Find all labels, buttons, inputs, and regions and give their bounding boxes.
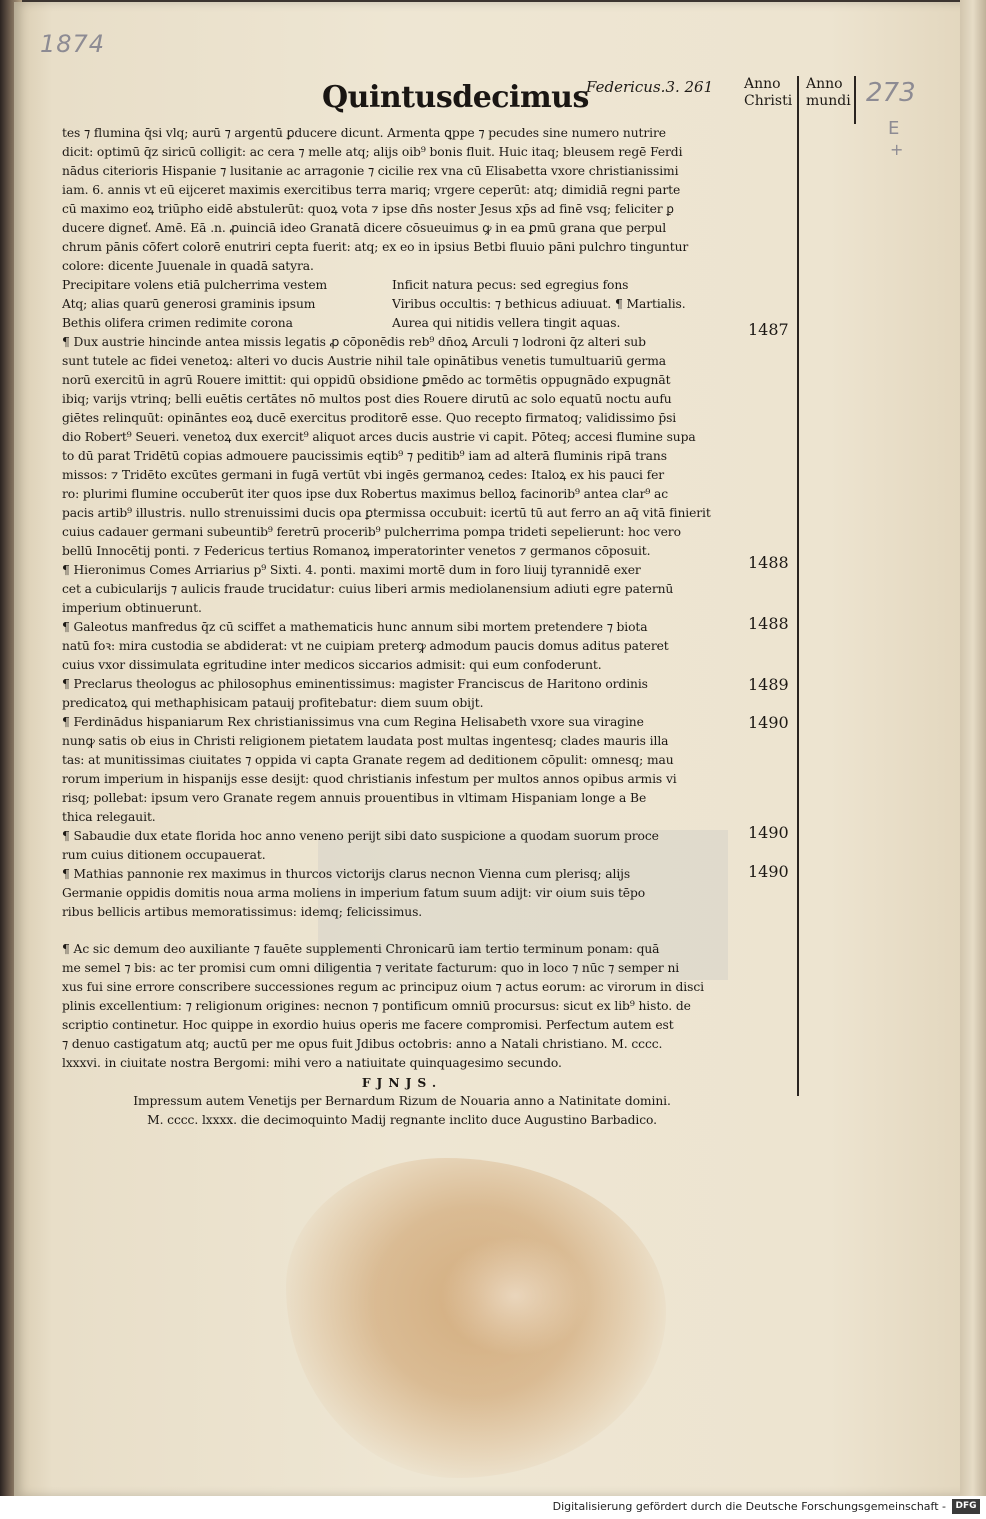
verse-line-left: Atq; alias quarū generosi graminis ipsum — [62, 297, 316, 311]
text-line: imperium obtinuerunt. — [62, 601, 202, 615]
verse-row — [62, 276, 742, 295]
text-line: ¶ Hieronimus Comes Arriarius p⁹ Sixti. 4. ponti. maximi mortē dum in foro liuij tyrannidē exer — [62, 563, 641, 577]
water-stain-center — [440, 1236, 590, 1356]
text-line: ro: plurimi flumine occuberūt iter quos ipse dux Robertus maximus belloꝝ facinorib⁹ antea clar⁹ ac — [62, 487, 669, 501]
text-line: dio Robert⁹ Seueri. venetoꝝ dux exercit⁹ aliquot arces ducis austrie vi capit. Pōteq; accesi flumine supa — [62, 430, 696, 444]
text-line: ¶ Dux austrie hincinde antea missis legatis ꝓ cōponēdis reb⁹ dn̄oꝝ Arculi ⁊ lodroni q̄z alteri sub — [62, 335, 646, 349]
text-line: rorum imperium in hispanijs esse desijt: quod christianis infestum per multos annos opibus armis vi — [62, 772, 677, 786]
text-line: ¶ Sabaudie dux etate florida hoc anno veneno perijt sibi dato suspicione a quodam suorum proce — [62, 829, 659, 843]
verse-row — [62, 295, 742, 314]
year-1488: 1488 — [748, 614, 789, 633]
column-rule-mundi — [854, 76, 856, 124]
text-line: cū maximo eoꝝ triūpho eidē abstulerūt: quoꝝ vota ⁊ ipse dn̄s noster Jesus xp̄s ad finē vsq; feliciter ꝑ — [62, 202, 674, 216]
text-line: nādus citerioris Hispanie ⁊ lusitanie ac arragonie ⁊ cicilie rex vna cū Elisabetta vxore christianissimi — [62, 164, 679, 178]
text-line: missos: ⁊ Tridēto excūtes germani in fugā vertūt vbi ingēs germanoꝝ cedes: Italoꝝ ex his pauci fer — [62, 468, 665, 482]
colophon-line: Impressum autem Venetijs per Bernardum Rizum de Nouaria anno a Natinitate domini. — [133, 1094, 671, 1108]
text-line: nunꝙ satis ob eius in Christi religionem pietatem laudata post multas ingentesq; clades mauris illa — [62, 734, 669, 748]
verse-line-right: Inficit natura pecus: sed egregius fons — [392, 278, 629, 292]
year-1490: 1490 — [748, 713, 789, 732]
text-line: cuius cadauer germani subeuntib⁹ feretrū procerib⁹ pulcherrima pompa trideti sepelierunt: hoc vero — [62, 525, 681, 539]
text-line: thica relegauit. — [62, 810, 156, 824]
text-line: Germanie oppidis domitis noua arma moliens in imperium fatum suum adijt: vir oium suis tēpo — [62, 886, 646, 900]
verse-row — [62, 314, 742, 333]
text-line: ¶ Galeotus manfredus q̄z cū sciffet a mathematicis hunc annum sibi mortem pretendere ⁊ biota — [62, 620, 648, 634]
funding-credit: Digitalisierung gefördert durch die Deutsche Forschungsgemeinschaft - — [552, 1500, 946, 1513]
text-line: dicit: optimū q̄z siricū colligit: ac cera ⁊ melle atq; alijs oib⁹ bonis fluit. Huic itaq; bleusem regē Ferdi — [62, 145, 683, 159]
column-head-line: Anno — [744, 76, 781, 92]
finis: FJNJS. — [361, 1075, 443, 1090]
column-head-anno-mundi — [806, 76, 851, 110]
column-head-line: mundi — [806, 93, 851, 109]
column-rule-christi — [797, 76, 799, 1096]
running-title: Quintusdecimus — [322, 80, 589, 115]
text-line: me semel ⁊ bis: ac ter promisi cum omni diligentia ⁊ veritate facturum: quo in loco ⁊ nūc ⁊ semper ni — [62, 961, 680, 975]
text-line: ¶ Ac sic demum deo auxiliante ⁊ fauēte supplementi Chronicarū iam tertio terminum ponam: quā — [62, 942, 660, 956]
footer-bar — [0, 1496, 986, 1519]
text-line: sunt tutele ac fidei venetoꝝ: alteri vo ducis Austrie nihil tale opinātibus venetis tumultuariū germa — [62, 354, 666, 368]
text-line: cet a cubicularijs ⁊ aulicis fraude trucidatur: cuius liberi armis mediolanensium adiuti egre paternū — [62, 582, 674, 596]
text-line: plinis excellentium: ⁊ religionum origines: necnon ⁊ pontificum omniū procursus: sicut ex lib⁹ histo. de — [62, 999, 691, 1013]
text-line: ¶ Preclarus theologus ac philosophus eminentissimus: magister Franciscus de Haritono ordinis — [62, 677, 648, 691]
text-line: predicatoꝝ qui methaphisicam patauij profitebatur: diem suum obijt. — [62, 696, 484, 710]
pencil-folio-number: 273 — [866, 78, 916, 108]
text-line: natū foꝛ: mira custodia se abdiderat: vt ne cuipiam preterꝙ admodum paucis domus aditus pateret — [62, 639, 669, 653]
text-line: lxxxvi. in ciuitate nostra Bergomi: mihi vero a natiuitate quinquagesimo secundo. — [62, 1056, 562, 1070]
year-1489: 1489 — [748, 675, 789, 694]
text-line: scriptio continetur. Hoc quippe in exordio huius operis me facere compromisi. Perfectum autem est — [62, 1018, 674, 1032]
page-stack-edge — [960, 0, 986, 1496]
text-line: ¶ Mathias pannonie rex maximus in thurcos victorijs clarus necnon Vienna cum plerisq; alijs — [62, 867, 631, 881]
colophon-line: M. cccc. lxxxx. die decimoquinto Madij regnante inclito duce Augustino Barbadico. — [147, 1113, 657, 1127]
verse-line-right: Viribus occultis: ⁊ bethicus adiuuat. ¶ Martialis. — [392, 297, 686, 311]
accession-number: 1874 — [40, 30, 106, 58]
text-line: cuius vxor dissimulata egritudine inter medicos siccarios admisit: qui eum confoderunt. — [62, 658, 602, 672]
folio-header: Federicus.3. 261 — [586, 78, 714, 96]
text-line: chrum pānis cōfert colorē enutriri cepta fuerit: atq; ex eo in ipsius Betbi fluuio pāni pulchro tinguntur — [62, 240, 689, 254]
text-line: colore: dicente Juuenale in quadā satyra. — [62, 259, 314, 273]
text-line: ⁊ denuo castigatum atq; auctū per me opus fuit Jdibus octobris: anno a Natali christiano. M. cccc. — [62, 1037, 663, 1051]
margin-note-e: E — [888, 118, 900, 139]
column-head-line: Anno — [806, 76, 843, 92]
year-1490: 1490 — [748, 862, 789, 881]
text-line: ¶ Ferdinādus hispaniarum Rex christianissimus vna cum Regina Helisabeth vxore sua viragine — [62, 715, 644, 729]
text-line: xus fui sine errore conscribere successiones regum ac principuz oium ⁊ actus eorum: ac virorum in disci — [62, 980, 704, 994]
text-line: pacis artib⁹ illustris. nullo strenuissimi ducis opa ꝑtermissa occubuit: icertū tū aut ferro an aq̄ vitā finierit — [62, 506, 711, 520]
column-head-line: Christi — [744, 93, 793, 109]
verse-line-right: Aurea qui nitidis vellera tingit aquas. — [392, 316, 621, 330]
paragraph-gap — [62, 922, 742, 940]
main-text — [62, 124, 742, 1130]
dfg-logo: DFG — [952, 1499, 980, 1514]
text-line: tas: at munitissimas ciuitates ⁊ oppida vi capta Granate regem ad deditionem cōpulit: omnesq; mau — [62, 753, 674, 767]
verse-line-left: Bethis olifera crimen redimite corona — [62, 316, 293, 330]
text-line: rum cuius ditionem occupauerat. — [62, 848, 266, 862]
text-line: giētes relinquūt: opināntes eoꝝ ducē exercitus proditorē esse. Quo recepto firmatoq; validissimo p̄si — [62, 411, 677, 425]
year-1490: 1490 — [748, 823, 789, 842]
text-line: to dū parat Tridētū copias admouere paucissimis eqtib⁹ ⁊ peditib⁹ iam ad alterā fluminis ripā trans — [62, 449, 667, 463]
text-line: norū exercitū in agrū Rouere imittit: qui oppidū obsidione ꝑmēdo ac tormētis oppugnādo expugnāt — [62, 373, 671, 387]
text-line: ribus bellicis artibus memoratissimus: idemq; felicissimus. — [62, 905, 423, 919]
text-line: iam. 6. annis vt eū eijceret maximis exercitibus terra mariq; vrgere ceperūt: atq; dimidiā regni parte — [62, 183, 681, 197]
year-1488: 1488 — [748, 553, 789, 572]
text-line: tes ⁊ flumina q̄si vlq; aurū ⁊ argentū ꝑducere dicunt. Armenta ꝗppe ⁊ pecudes sine numero nutrire — [62, 126, 666, 140]
margin-note-plus: + — [890, 140, 904, 159]
text-line: bellū Innocētij ponti. ⁊ Federicus tertius Romanoꝝ imperatorinter venetos ⁊ germanos cōposuit. — [62, 544, 651, 558]
text-line: ibiq; varijs vtrinq; belli euētis certātes nō multos post dies Rouere dirutū ac solo equatū noctu aufu — [62, 392, 672, 406]
year-1487: 1487 — [748, 320, 789, 339]
text-line: ducere digneť. Amē. Eā .n. ꝓuinciā ideo Granatā dicere cōsueuimus ꝙ in ea ꝑmū grana que perpul — [62, 221, 667, 235]
verse-line-left: Precipitare volens etiā pulcherrima vestem — [62, 278, 328, 292]
column-head-anno-christi — [744, 76, 792, 110]
text-line: risq; pollebat: ipsum vero Granate regem annuis prouentibus in vltimam Hispaniam longe a Be — [62, 791, 647, 805]
